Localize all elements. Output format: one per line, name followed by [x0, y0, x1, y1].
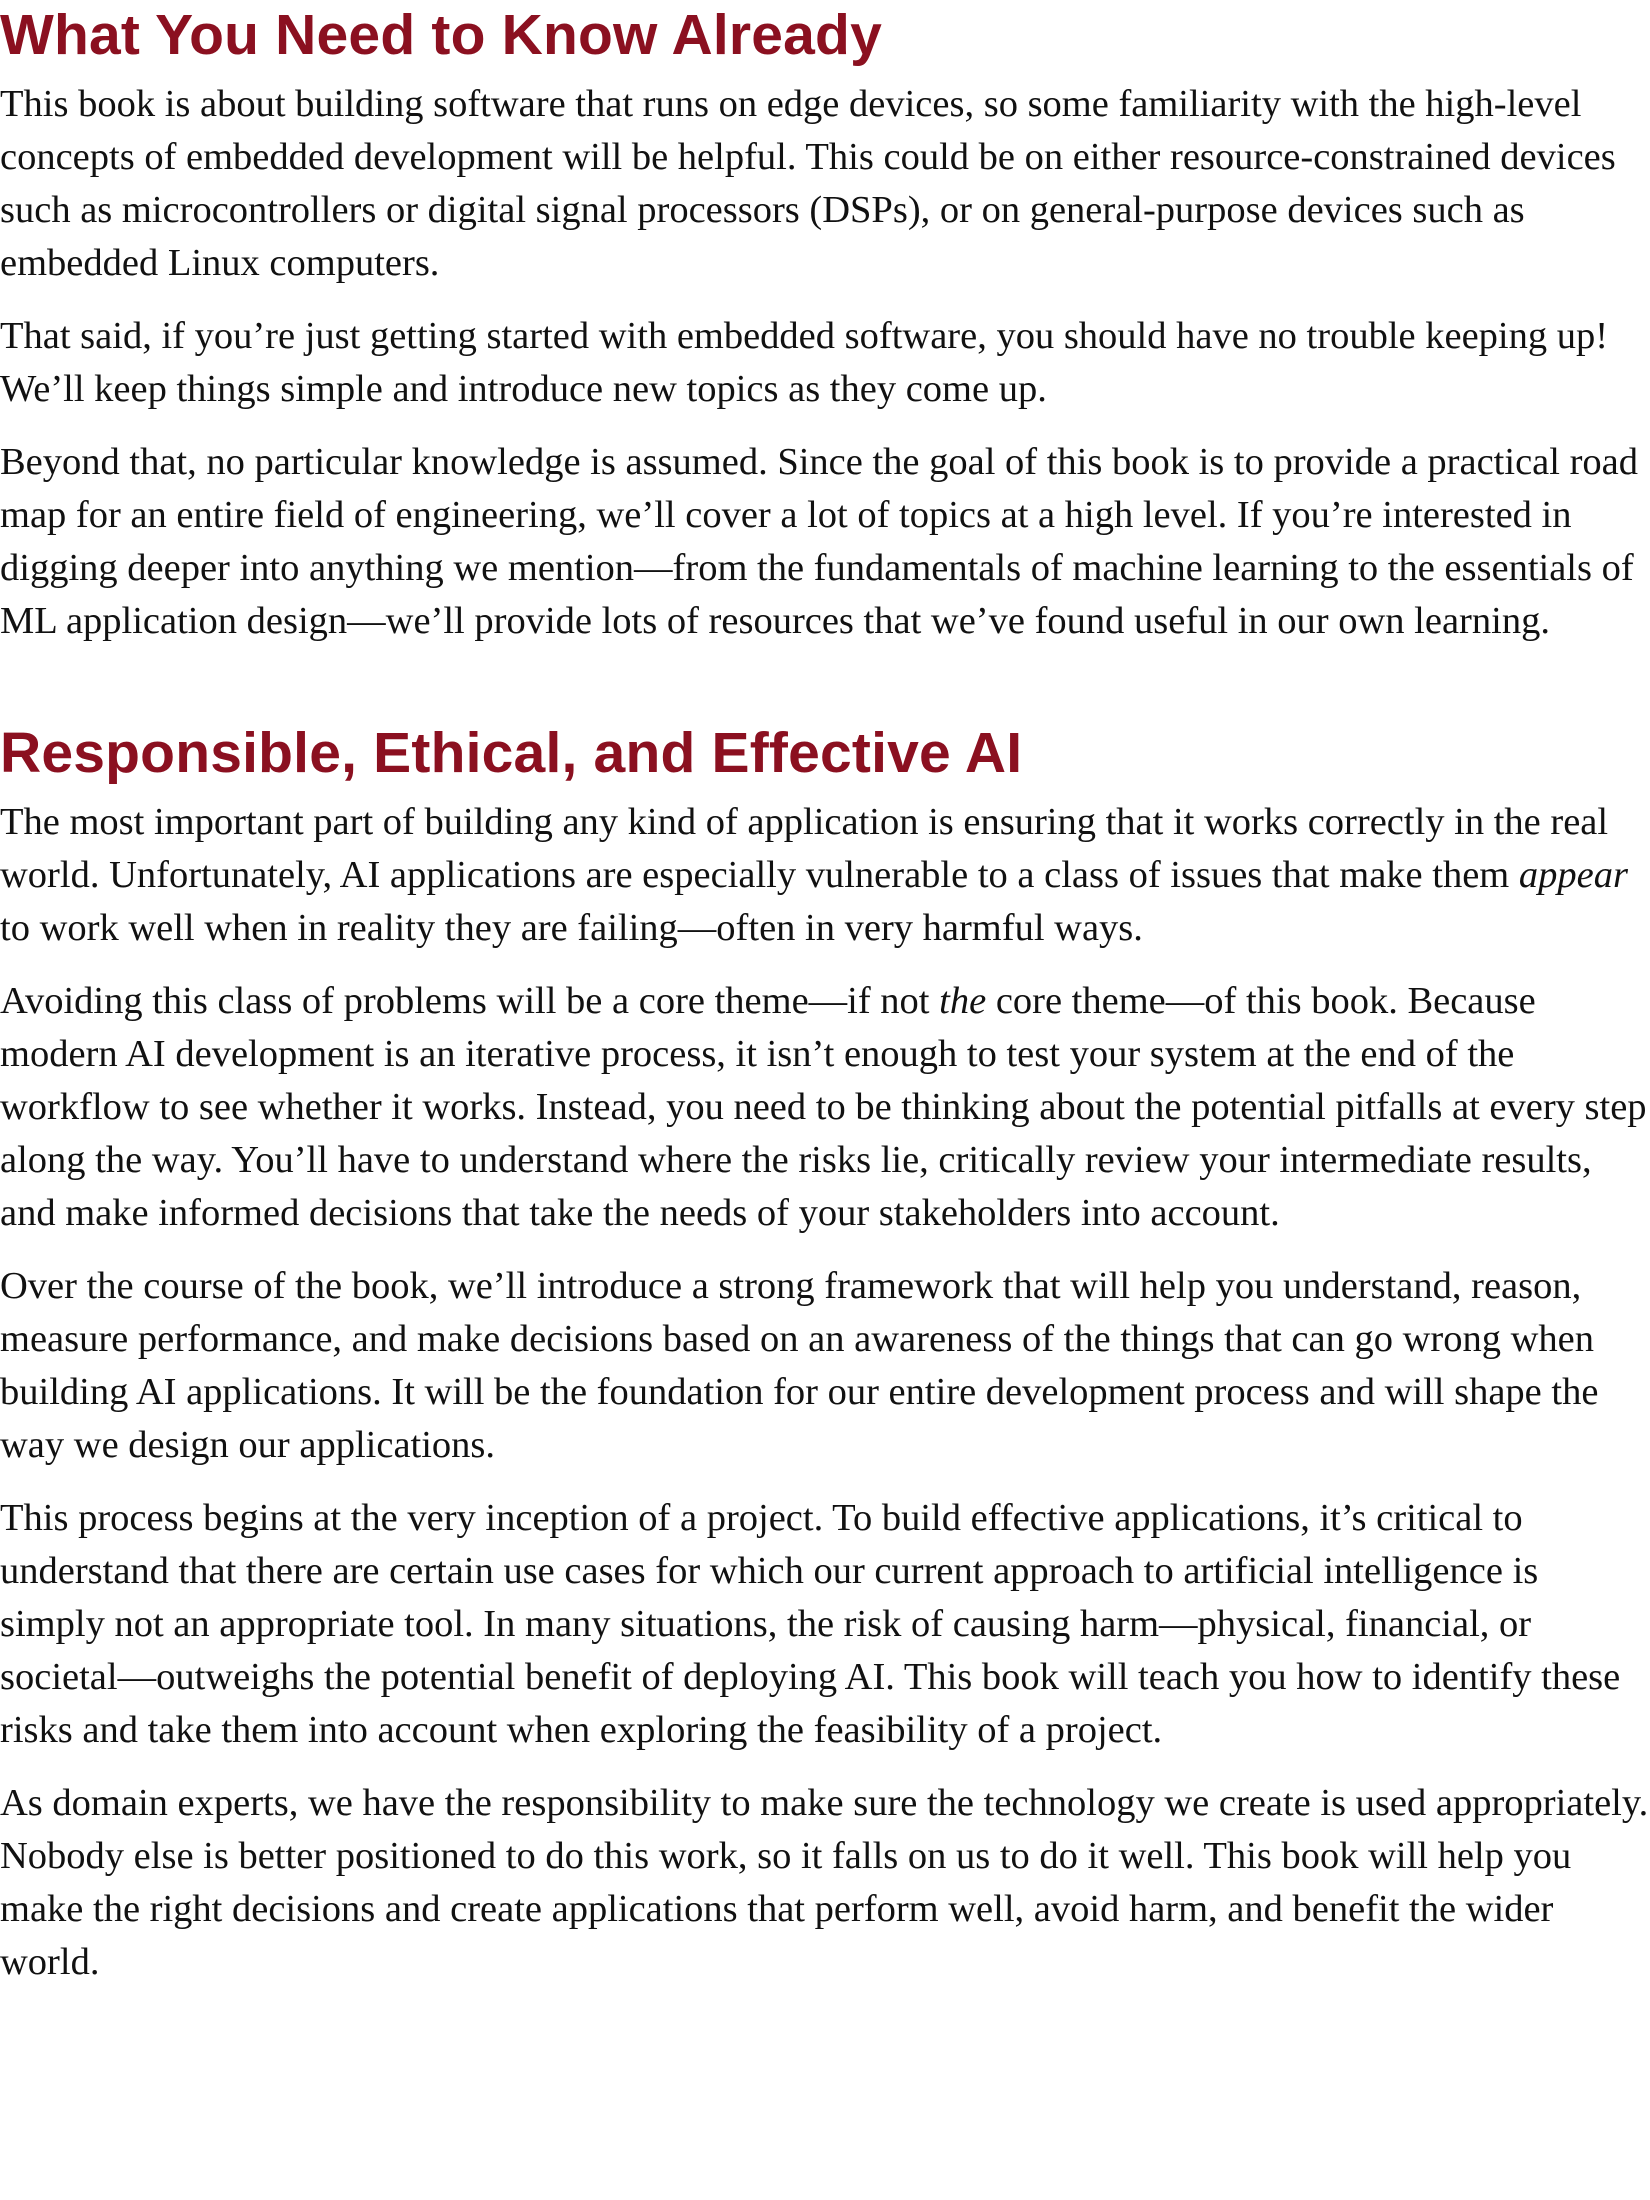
body-paragraph — [0, 796, 1650, 955]
body-paragraph: That said, if you’re just getting started with embedded software, you should have no trouble keeping up! We’ll keep things simple and introduce new topics as they come up. — [0, 315, 1609, 410]
body-paragraph: This process begins at the very inception of a project. To build effective applications, it’s critical to understand that there are certain use cases for which our current approach to artificial intelligence is simply not an appropriate tool. In many situations, the risk of causing harm—physical, financial, or societal—outweighs the potential benefit of deploying AI. This book will teach you how to identify these risks and take them into account when exploring the feasibility of a project. — [0, 1497, 1621, 1751]
section-heading: Responsible, Ethical, and Effective AI — [0, 721, 1023, 785]
emphasis-text: the — [939, 980, 987, 1022]
body-paragraph: Over the course of the book, we’ll introduce a strong framework that will help you understand, reason, measure performance, and make decisions based on an awareness of the things that can go wrong when building AI applications. It will be the foundation for our entire development process and will shape the way we design our applications. — [0, 1265, 1599, 1466]
body-paragraph — [0, 975, 1650, 1240]
section-responsible-ai — [0, 718, 1650, 1989]
emphasis-text: appear — [1518, 854, 1628, 896]
text-run: The most important part of building any kind of application is ensuring that it works correctly in the real world. Unfortunately, AI applications are especially vulnerable to a class of issues that make them — [0, 801, 1609, 896]
section-heading: What You Need to Know Already — [0, 3, 882, 67]
body-paragraph: This book is about building software that runs on edge devices, so some familiarity with the high-level concepts of embedded development will be helpful. This could be on either resource-constrained devices such as microcontrollers or digital signal processors (DSPs), or on general-purpose devices such as embedded Linux computers. — [0, 83, 1616, 284]
text-run: Avoiding this class of problems will be a core theme—if not — [0, 980, 940, 1022]
body-paragraph: Beyond that, no particular knowledge is assumed. Since the goal of this book is to provide a practical road map for an entire field of engineering, we’ll cover a lot of topics at a high level. If you’re interested in digging deeper into anything we mention—from the fundamentals of machine learning to the essentials of ML application design—we’ll provide lots of resources that we’ve found useful in our own learning. — [0, 441, 1638, 642]
section-what-you-need-to-know — [0, 0, 1650, 648]
text-run: to work well when in reality they are failing—often in very harmful ways. — [0, 907, 1143, 949]
body-paragraph: As domain experts, we have the responsibility to make sure the technology we create is used appropriately. Nobody else is better positioned to do this work, so it falls on us to do it well. This book will help you make the right decisions and create applications that perform well, avoid harm, and benefit the wider world. — [0, 1782, 1649, 1983]
text-run: core theme—of this book. Because modern AI development is an iterative process, it isn’t enough to test your system at the end of the workflow to see whether it works. Instead, you need to be thinking about the potential pitfalls at every step along the way. You’ll have to understand where the risks lie, critically review your intermediate results, and make informed decisions that take the needs of your stakeholders into account. — [0, 980, 1647, 1234]
